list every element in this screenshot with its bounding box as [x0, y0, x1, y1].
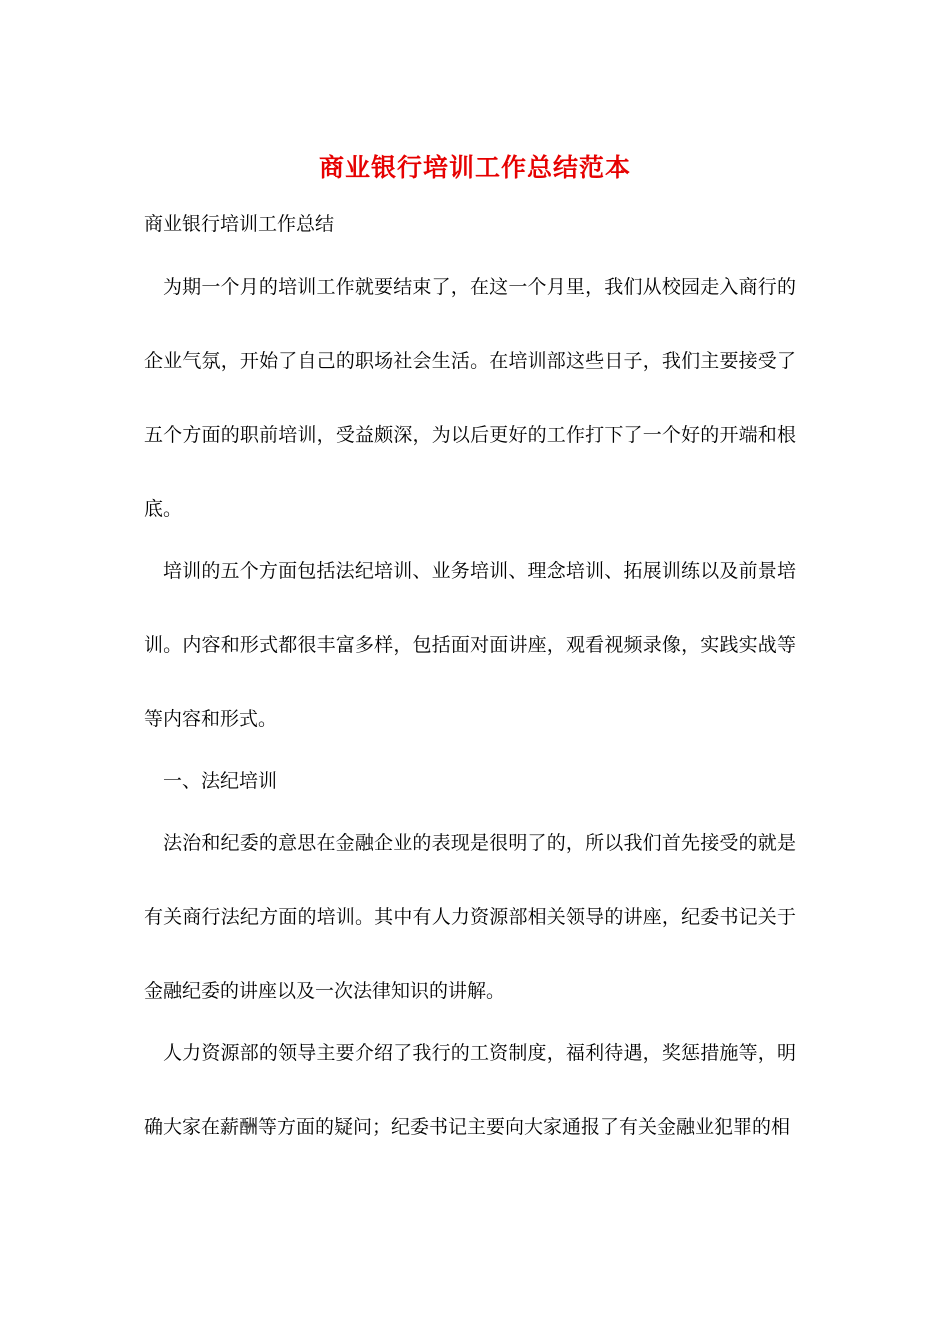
section-heading-discipline: 一、法纪培训 — [163, 770, 278, 792]
document-subtitle: 商业银行培训工作总结 — [144, 213, 335, 235]
document-title: 商业银行培训工作总结范本 — [318, 153, 631, 182]
paragraph-discipline: 法治和纪委的意思在金融企业的表现是很明了的，所以我们首先接受的就是有关商行法纪方面的培训。其中有人力资源部相关领导的讲座，纪委书记关于金融纪委的讲座以及一次法律知识的讲解。 — [144, 832, 796, 1002]
document-body — [144, 250, 796, 1164]
paragraph-intro: 为期一个月的培训工作就要结束了，在这一个月里，我们从校园走入商行的企业气氛，开始了自己的职场社会生活。在培训部这些日子，我们主要接受了五个方面的职前培训，受益颇深，为以后更好的工作打下了一个好的开端和根底。 — [144, 276, 796, 520]
paragraph-hr: 人力资源部的领导主要介绍了我行的工资制度，福利待遇，奖惩措施等，明确大家在薪酬等方面的疑问；纪委书记主要向大家通报了有关金融业犯罪的相 — [144, 1042, 796, 1138]
paragraph-training-aspects: 培训的五个方面包括法纪培训、业务培训、理念培训、拓展训练以及前景培训。内容和形式都很丰富多样，包括面对面讲座，观看视频录像，实践实战等等内容和形式。 — [144, 560, 796, 730]
